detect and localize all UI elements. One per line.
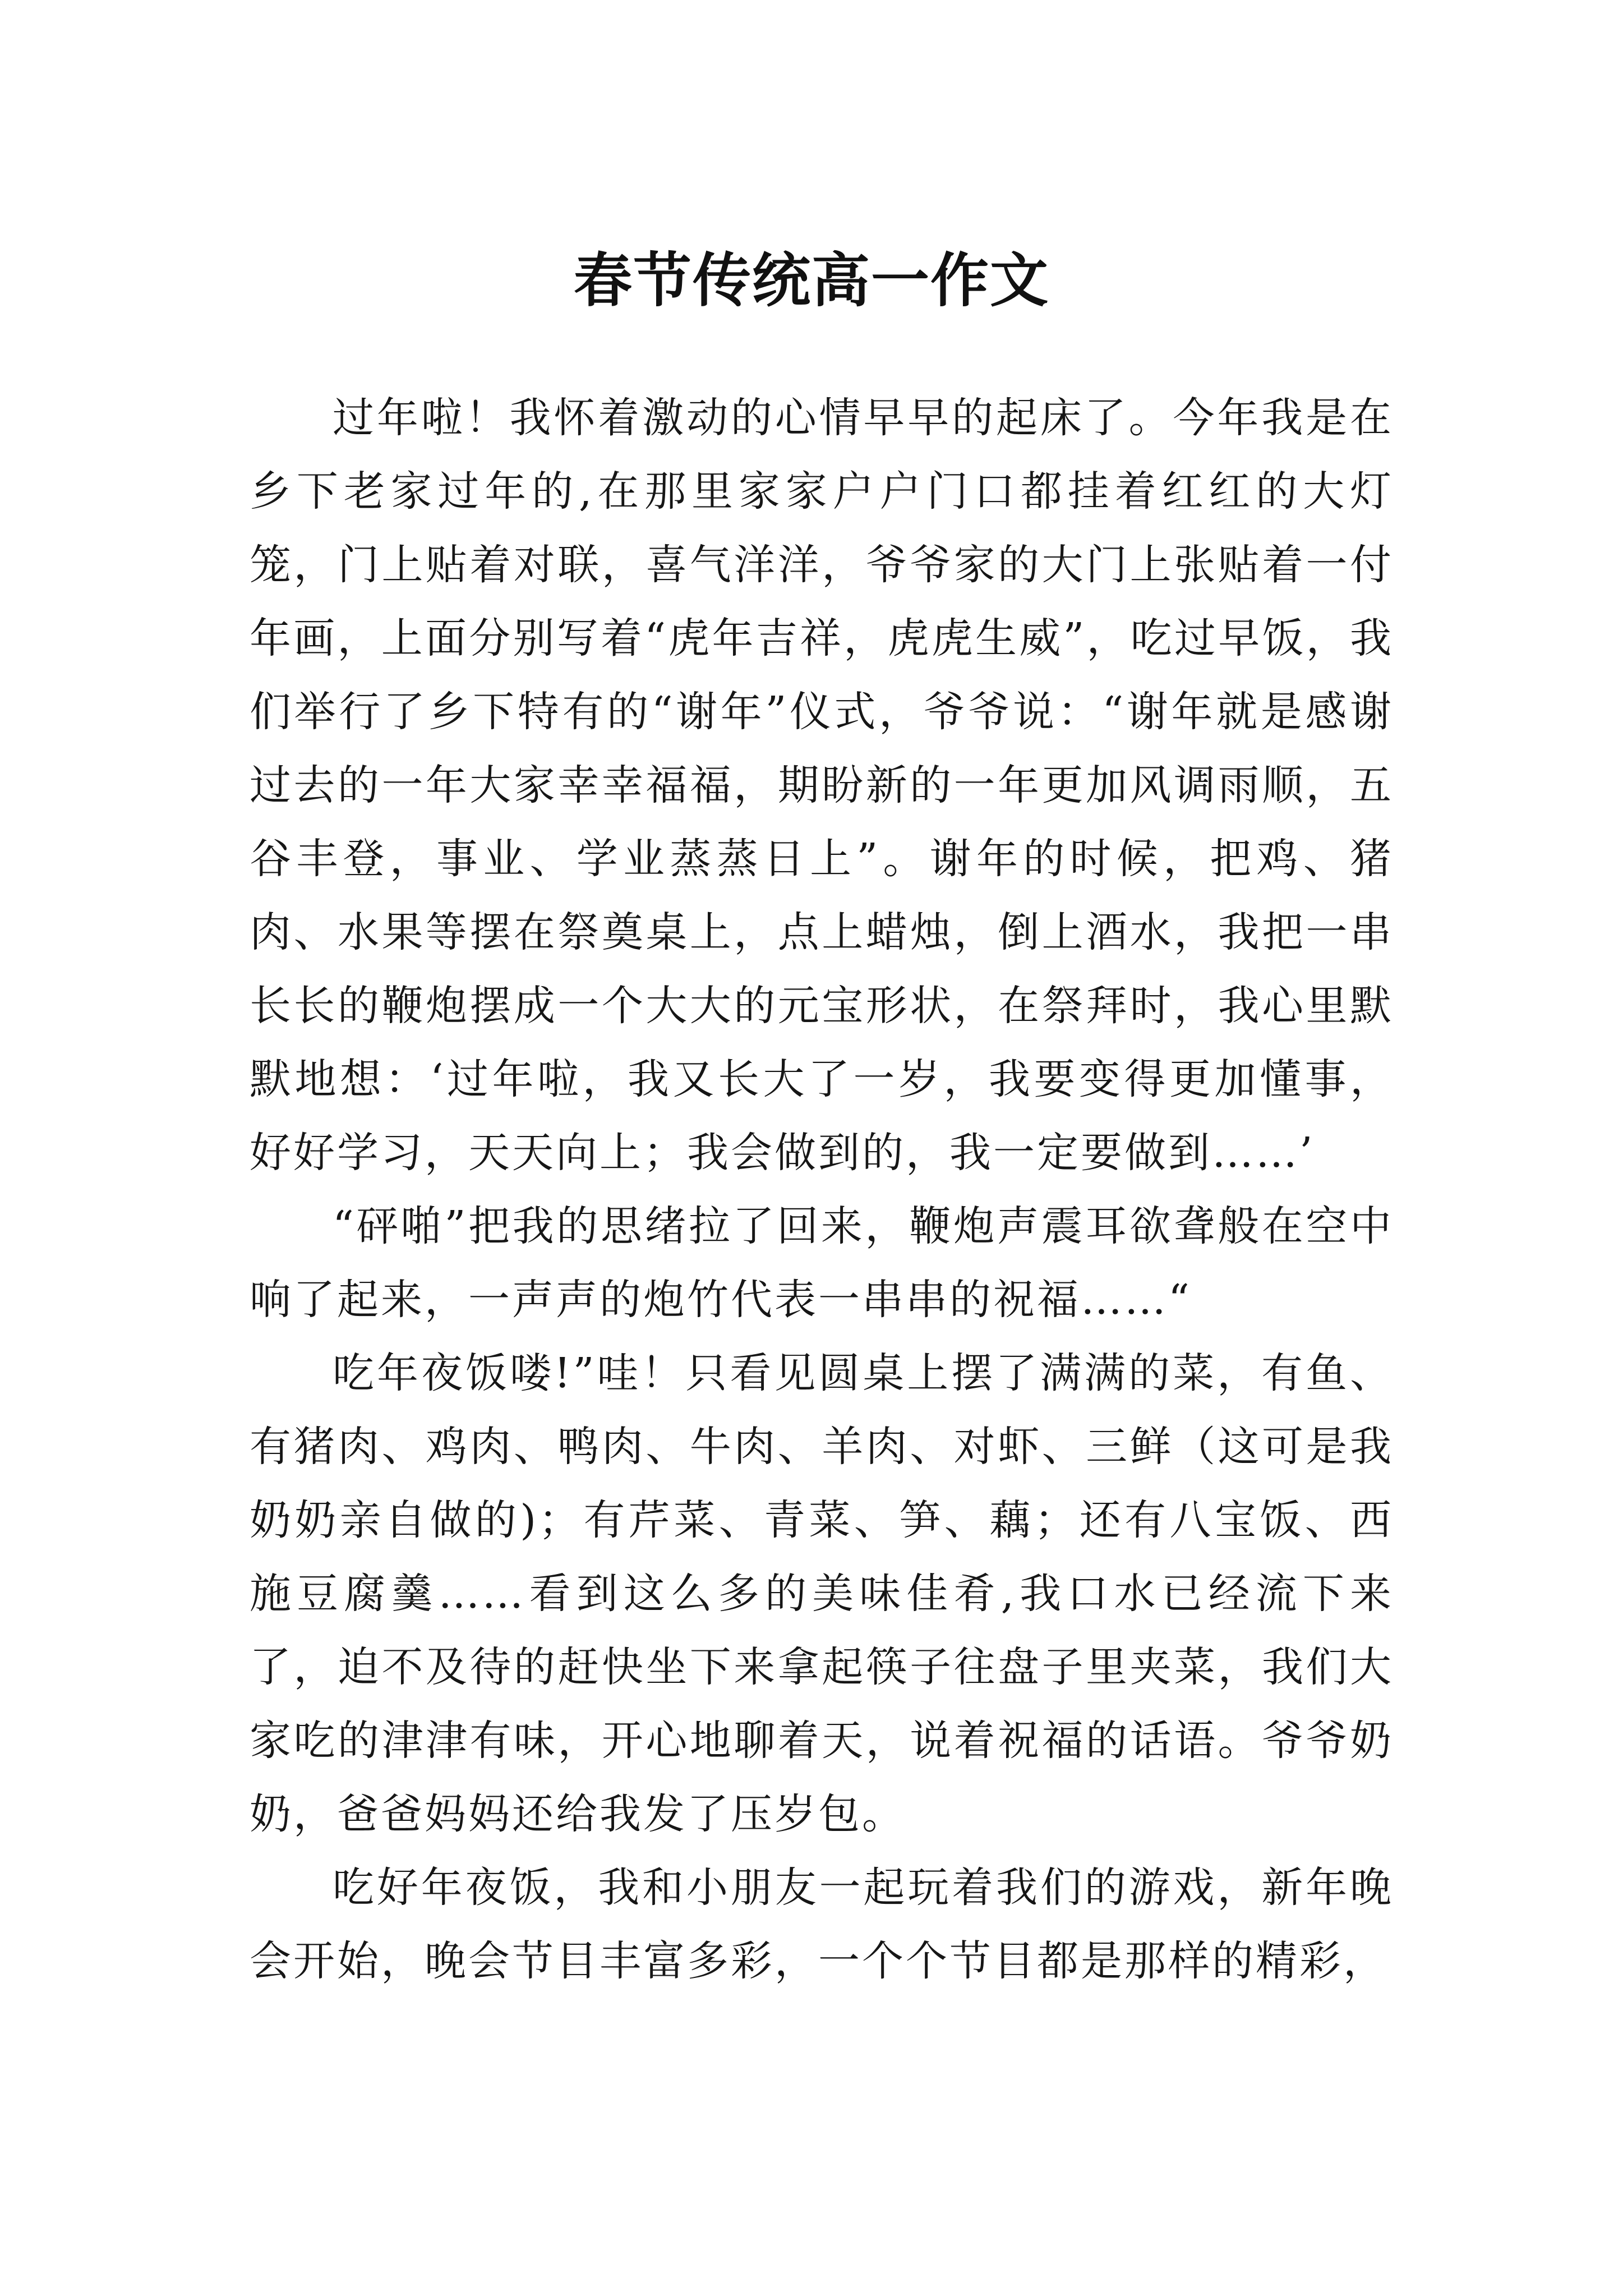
paragraph-1: 过年啦！我怀着激动的心情早早的起床了。今年我是在乡下老家过年的,在那里家家户户门口都挂着红红的大灯笼，门上贴着对联，喜气洋洋，爷爷家的大门上张贴着一付年画，上面分别写着“虎年吉祥，虎虎生威”，吃过早饭，我们举行了乡下特有的“谢年”仪式，爷爷说：“谢年就是感谢过去的一年大家幸幸福福，期盼新的一年更加风调雨顺，五谷丰登，事业、学业蒸蒸日上”。谢年的时候，把鸡、猪肉、水果等摆在祭奠桌上，点上蜡烛，倒上酒水，我把一串长长的鞭炮摆成一个大大的元宝形状，在祭拜时，我心里默默地想：‘过年啦，我又长大了一岁，我要变得更加懂事，好好学习，天天向上；我会做到的，我一定要做到……’: [250, 394, 1394, 1177]
paragraph-3: 吃年夜饭喽!”哇！只看见圆桌上摆了满满的菜，有鱼、有猪肉、鸡肉、鸭肉、牛肉、羊肉、对虾、三鲜（这可是我奶奶亲自做的)；有芹菜、青菜、笋、藕；还有八宝饭、西施豆腐羹……看到这么多的美味佳肴,我口水已经流下来了，迫不及待的赶快坐下来拿起筷子往盘子里夹菜，我们大家吃的津津有味，开心地聊着天，说着祝福的话语。爷爷奶奶，爸爸妈妈还给我发了压岁包。: [250, 1349, 1394, 1838]
document-title: 春节传统高一作文: [573, 245, 1049, 315]
paragraph-2: “砰啪”把我的思绪拉了回来，鞭炮声震耳欲聋般在空中响了起来，一声声的炮竹代表一串串的祝福……“: [250, 1202, 1394, 1324]
document-body: [250, 381, 1394, 1998]
paragraph-4: 吃好年夜饭，我和小朋友一起玩着我们的游戏，新年晚会开始，晚会节目丰富多彩，一个个节目都是那样的精彩，: [250, 1864, 1394, 1985]
